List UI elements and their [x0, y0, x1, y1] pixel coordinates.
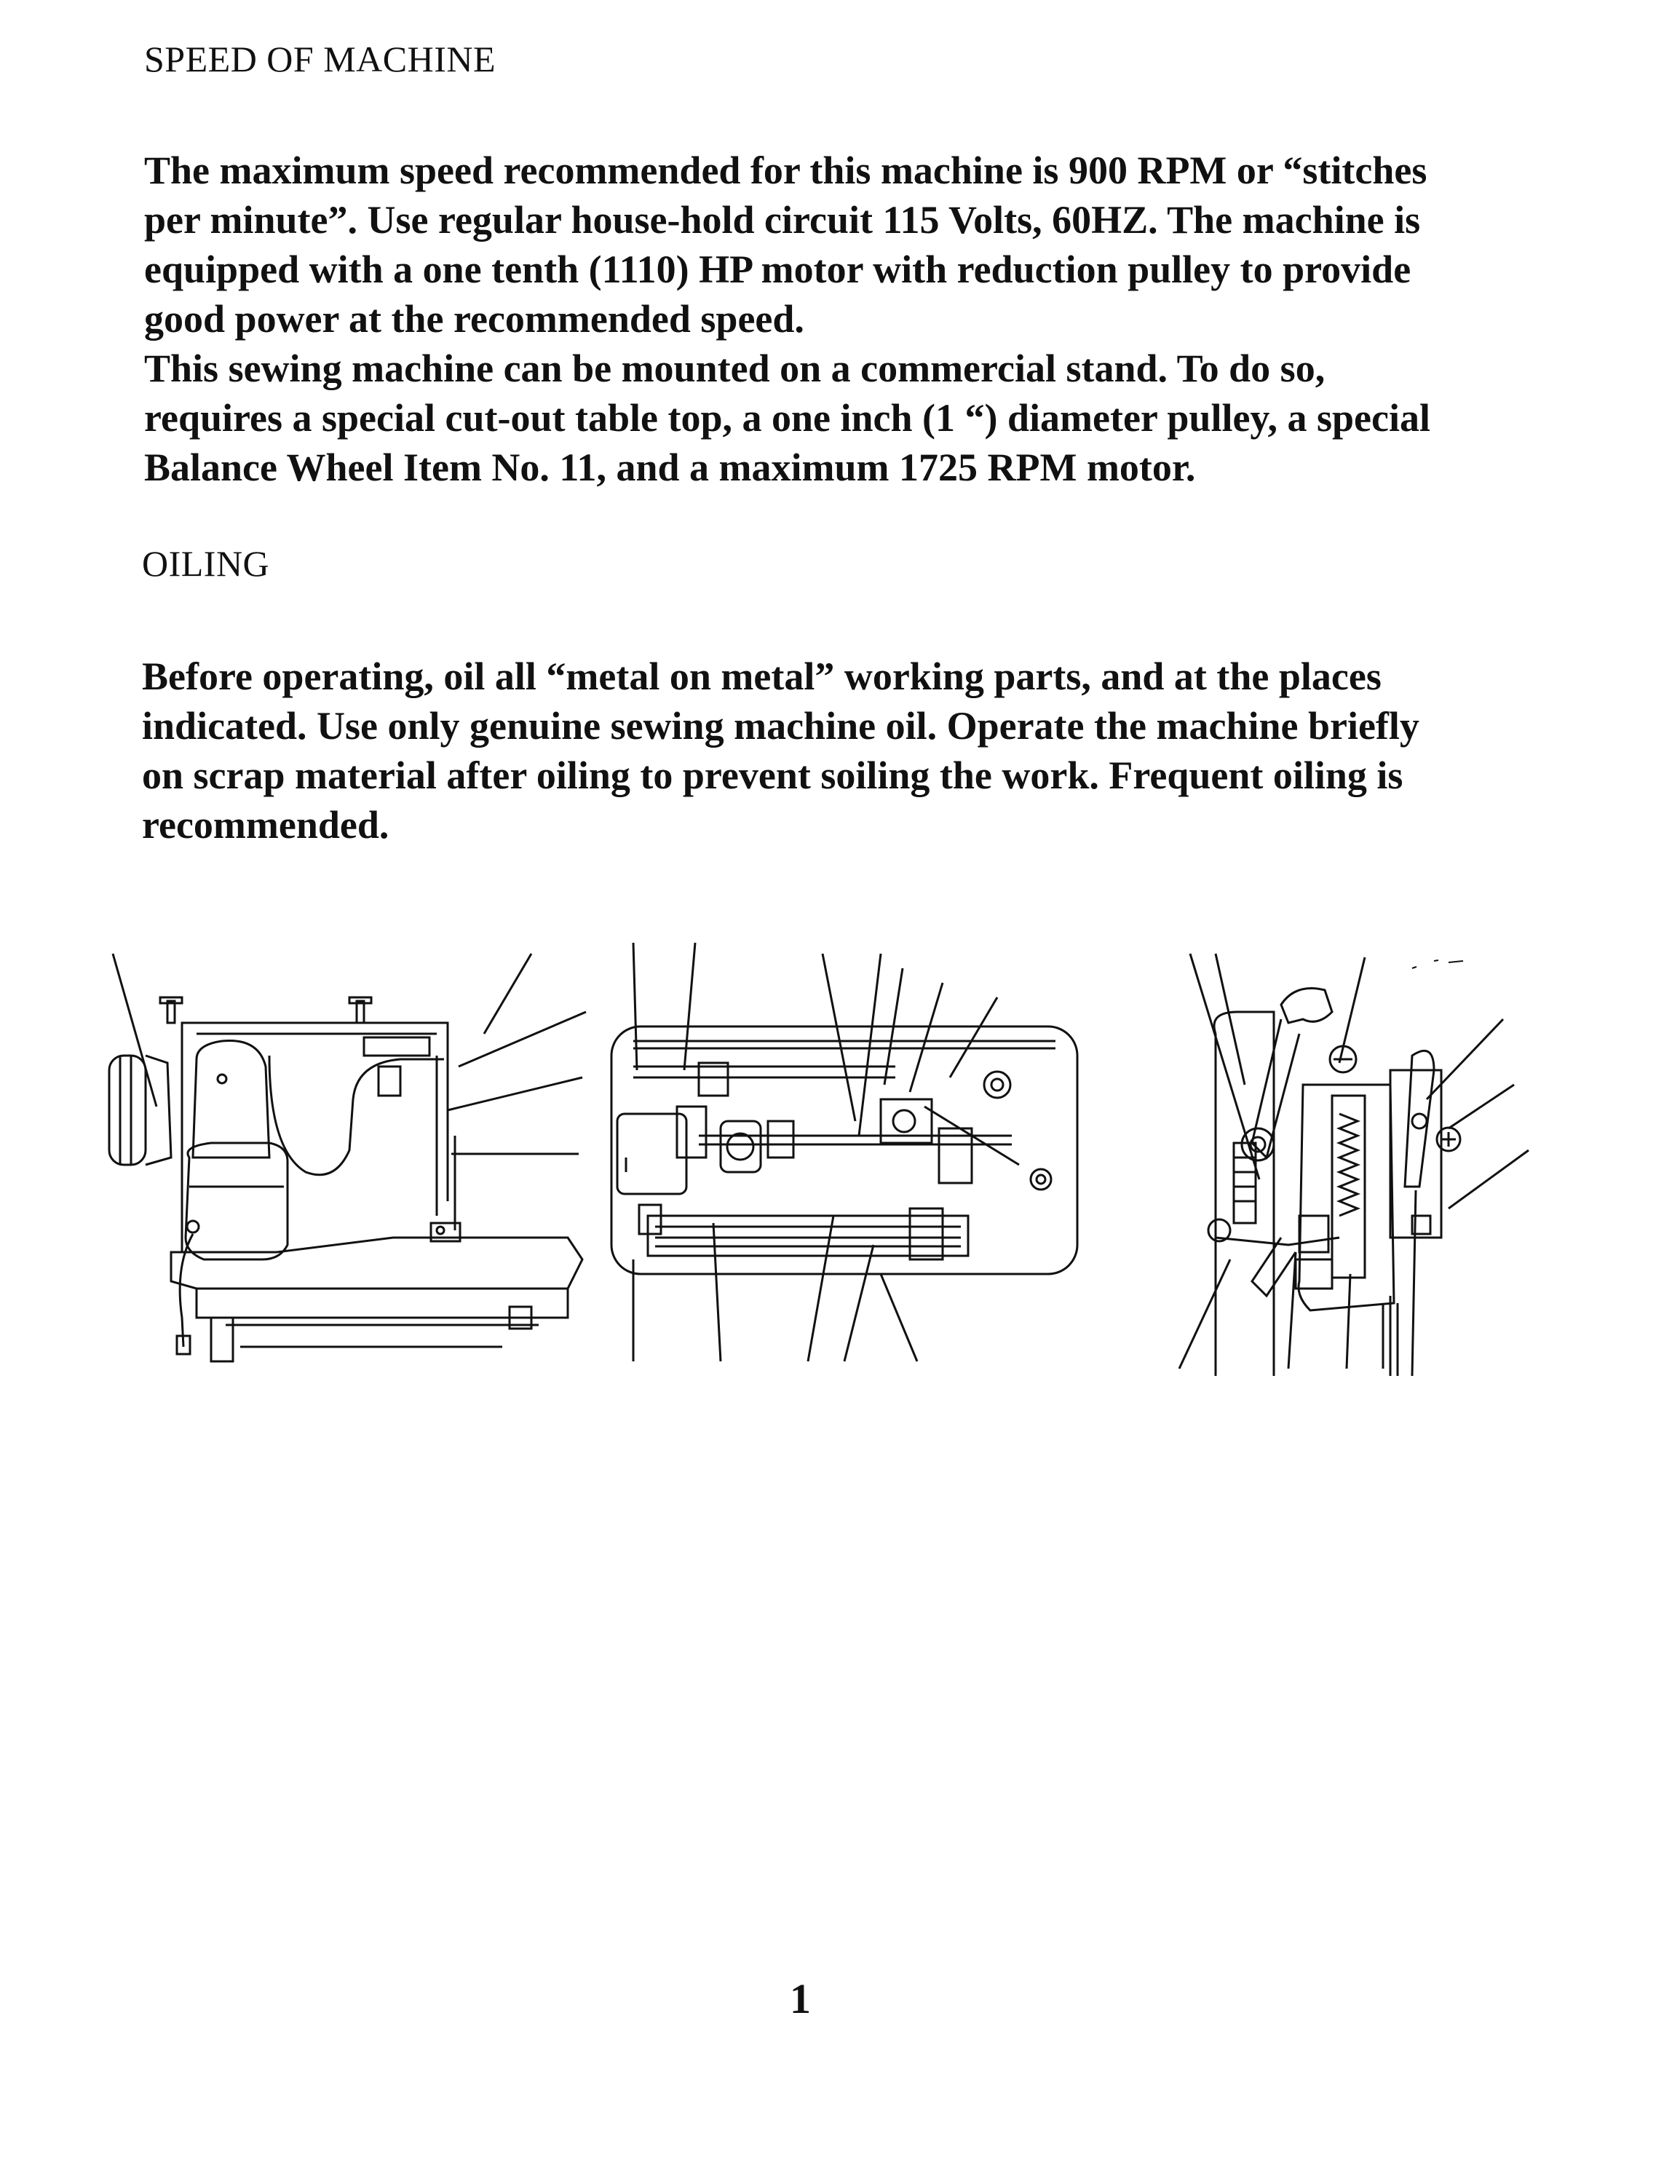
speed-line: good power at the recommended speed. — [144, 297, 804, 341]
oiling-line: indicated. Use only genuine sewing machine oil. Operate the machine briefly — [142, 704, 1419, 748]
oiling-line: recommended. — [142, 803, 389, 847]
speed-line: requires a special cut-out table top, a one inch (1 “) diameter pulley, a special — [144, 396, 1430, 440]
oiling-paragraph — [142, 652, 1419, 850]
page-number: 1 — [790, 1975, 811, 2022]
speed-line: Balance Wheel Item No. 11, and a maximum 1725 RPM motor. — [144, 446, 1196, 489]
machine-side-view-diagram — [102, 939, 597, 1376]
oiling-heading: OILING — [142, 543, 270, 584]
speed-line: per minute”. Use regular house-hold circuit 115 Volts, 60HZ. The machine is — [144, 198, 1421, 242]
machine-underside-view-diagram — [604, 939, 1121, 1376]
speed-line: equipped with a one tenth (1110) HP motor with reduction pulley to provide — [144, 248, 1411, 291]
speed-of-machine-heading: SPEED OF MACHINE — [144, 39, 496, 79]
oiling-line: on scrap material after oiling to prevent soiling the work. Frequent oiling is — [142, 753, 1403, 797]
oiling-line: Before operating, oil all “metal on metal” working parts, and at the places — [142, 654, 1382, 698]
machine-head-end-view-diagram — [1172, 939, 1587, 1376]
speed-line: The maximum speed recommended for this machine is 900 RPM or “stitches — [144, 149, 1427, 192]
speed-paragraph — [144, 146, 1430, 492]
speed-line: This sewing machine can be mounted on a commercial stand. To do so, — [144, 347, 1326, 390]
oiling-diagrams — [102, 939, 1587, 1376]
